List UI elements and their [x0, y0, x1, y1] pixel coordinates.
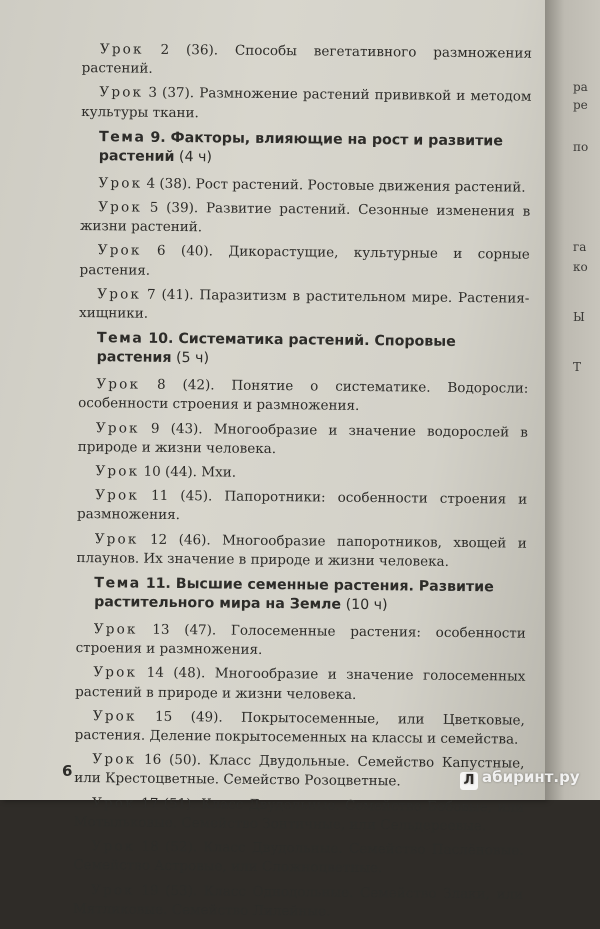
lesson-entry: [75, 663, 525, 706]
lesson-text: 16 (50). Класс Двудольные. Семейство Капустные, или Крестоцветные. Семейство Розоцветные.: [74, 751, 525, 790]
edge-text-fragment: Т: [573, 360, 582, 374]
lesson-text: 6 (40). Дикорастущие, культурные и сорные растения.: [79, 243, 530, 279]
lesson-entry: [74, 794, 524, 837]
lesson-label: Урок: [91, 881, 135, 899]
lesson-entry: [78, 375, 528, 418]
edge-text-fragment: Ы: [573, 310, 585, 324]
topic-hours: (5 ч): [171, 350, 210, 367]
topic-hours: (4 ч): [174, 148, 213, 166]
lesson-label: Урок: [94, 530, 139, 548]
lesson-text: 17 (51). Класс Двудольные. Семейство Бобовые, или Мотыльковые. Семейство Зонтичные, или Сельдереевые.: [73, 795, 525, 835]
edge-text-fragment: ко: [573, 260, 588, 274]
topic-heading: [76, 574, 526, 617]
edge-text-fragment: га: [573, 240, 587, 254]
lesson-entry: [75, 707, 525, 750]
lesson-label: Урок: [91, 838, 136, 855]
lesson-text: 15 (49). Покрытосеменные, или Цветковые, растения. Деление покрытосеменных на классы и семейства.: [74, 708, 525, 748]
lesson-text: 3 (37). Размножение растений прививкой и методом культуры ткани.: [81, 85, 532, 121]
lesson-entry: [73, 880, 523, 923]
page-number: 6: [62, 762, 73, 780]
lesson-label: Урок: [95, 419, 140, 437]
lesson-label: Урок: [99, 84, 144, 102]
lesson-label: Урок: [97, 242, 142, 260]
lesson-text: 11 (45). Папоротники: особенности строения и размножения.: [76, 487, 528, 524]
edge-text-fragment: ра: [573, 80, 588, 94]
edge-text-fragment: по: [573, 140, 589, 154]
watermark-text: абиринт.ру: [482, 768, 580, 786]
lesson-text: 9 (43). Многообразие и значение водорослей в природе и жизни человека.: [77, 420, 528, 457]
labirint-watermark: [460, 768, 580, 790]
topic-title: 9. Факторы, влияющие на рост и развитие растений: [98, 129, 503, 165]
labirint-logo-icon: Л: [460, 772, 478, 790]
lesson-text: 19 (53). Класс Однодольные. Семейство Злаки, или Мятликовые. Семейство Лилейные.: [72, 882, 524, 920]
lesson-text: 4 (38). Рост растений. Ростовые движения растений.: [142, 175, 526, 196]
lesson-label: Урок: [92, 708, 137, 725]
topic-title: 10. Систематика растений. Споровые растения: [96, 330, 456, 367]
lesson-entry: [76, 530, 526, 573]
topic-heading: [81, 128, 531, 171]
lesson-plan-text: [73, 40, 532, 929]
lesson-entry: [81, 83, 531, 126]
lesson-text: 18 (52). Класс Двудольные. Семейство Паслёновые. Семейство Астровые, или Сложноцветные.: [73, 838, 524, 877]
lesson-text: 10 (44). Мхи.: [139, 463, 237, 481]
lesson-entry: [79, 285, 529, 328]
topic-label: Тема: [94, 575, 141, 592]
lesson-text: 14 (48). Многообразие и значение голосеменных растений в природе и жизни человека.: [75, 665, 526, 703]
lesson-text: 2 (36). Способы вегетативного размножения растений.: [81, 41, 532, 77]
lesson-text: 7 (41). Паразитизм в растительном мире. Растения-хищники.: [79, 286, 530, 322]
lesson-entry: [77, 486, 527, 529]
lesson-label: Урок: [98, 199, 143, 216]
lesson-entry: [73, 837, 523, 880]
lesson-entry: [78, 419, 528, 462]
lesson-label: Урок: [92, 751, 137, 768]
topic-title: 11. Высшие семенные растения. Развитие растительного мира на Земле: [94, 575, 494, 613]
topic-heading: [79, 329, 529, 372]
lesson-entry: [80, 198, 530, 241]
topic-label: Тема: [96, 330, 144, 347]
topic-hours: (10 ч): [341, 596, 388, 614]
lesson-entry: [74, 750, 524, 793]
lesson-label: Урок: [93, 621, 138, 638]
lesson-text: 8 (42). Понятие о систематике. Водоросли: особенности строения и размножения.: [78, 376, 529, 415]
lesson-entry: [82, 40, 532, 83]
lesson-label: Урок: [99, 41, 144, 58]
lesson-entry: [77, 462, 527, 486]
lesson-entry: [79, 241, 529, 284]
lesson-label: Урок: [95, 487, 140, 504]
lesson-label: Урок: [95, 463, 140, 480]
lesson-text: 13 (47). Голосеменные растения: особенности строения и размножения.: [75, 621, 526, 659]
lesson-entry: [76, 620, 526, 663]
lesson-label: Урок: [96, 376, 141, 393]
edge-text-fragment: ре: [573, 98, 588, 112]
lesson-label: Урок: [97, 286, 142, 303]
lesson-label: Урок: [91, 794, 136, 812]
adjacent-page-edge: [545, 0, 600, 800]
topic-label: Тема: [98, 128, 146, 146]
lesson-label: Урок: [98, 174, 143, 192]
lesson-text: 12 (46). Многообразие папоротников, хвощей и плаунов. Их значение в природе и жизни человека.: [76, 531, 527, 570]
lesson-entry: [80, 174, 530, 198]
lesson-label: Урок: [93, 664, 138, 682]
lesson-text: 5 (39). Развитие растений. Сезонные изменения в жизни растений.: [79, 199, 531, 236]
